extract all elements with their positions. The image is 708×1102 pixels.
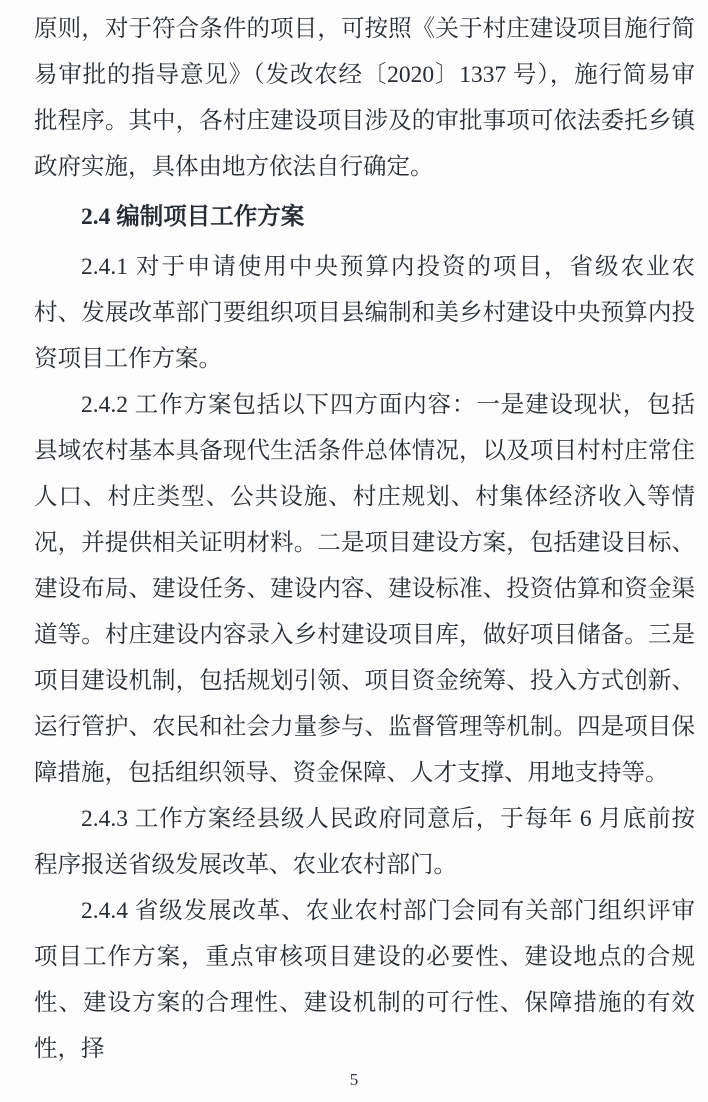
- paragraph-continuation: 原则，对于符合条件的项目，可按照《关于村庄建设项目施行简易审批的指导意见》（发改农经〔2020〕1337 号），施行简易审批程序。其中，各村庄建设项目涉及的审批事项可依法委托乡镇政府实施，具体由地方依法自行确定。: [34, 16, 695, 180]
- paragraph-2-4-4: 2.4.4 省级发展改革、农业农村部门会同有关部门组织评审项目工作方案，重点审核项目建设的必要性、建设地点的合规性、建设方案的合理性、建设机制的可行性、保障措施的有效性，择: [34, 898, 695, 1062]
- paragraph-2-4-2: 2.4.2 工作方案包括以下四方面内容：一是建设现状，包括县域农村基本具备现代生活条件总体情况，以及项目村村庄常住人口、村庄类型、公共设施、村庄规划、村集体经济收入等情况，并提供相关证明材料。二是项目建设方案，包括建设目标、建设布局、建设任务、建设内容、建设标准、投资估算和资金渠道等。村庄建设内容录入乡村建设项目库，做好项目储备。三是项目建设机制，包括规划引领、项目资金统筹、投入方式创新、运行管护、农民和社会力量参与、监督管理等机制。四是项目保障措施，包括组织领导、资金保障、人才支撑、用地支持等。: [34, 392, 695, 786]
- section-heading-2-4: 2.4 编制项目工作方案: [81, 204, 305, 230]
- paragraph-2-4-1: 2.4.1 对于申请使用中央预算内投资的项目，省级农业农村、发展改革部门要组织项目县编制和美乡村建设中央预算内投资项目工作方案。: [34, 254, 695, 372]
- document-body: [34, 6, 695, 1072]
- page-number: 5: [349, 1070, 359, 1089]
- paragraph-2-4-3: 2.4.3 工作方案经县级人民政府同意后，于每年 6 月底前按程序报送省级发展改革、农业农村部门。: [34, 806, 695, 878]
